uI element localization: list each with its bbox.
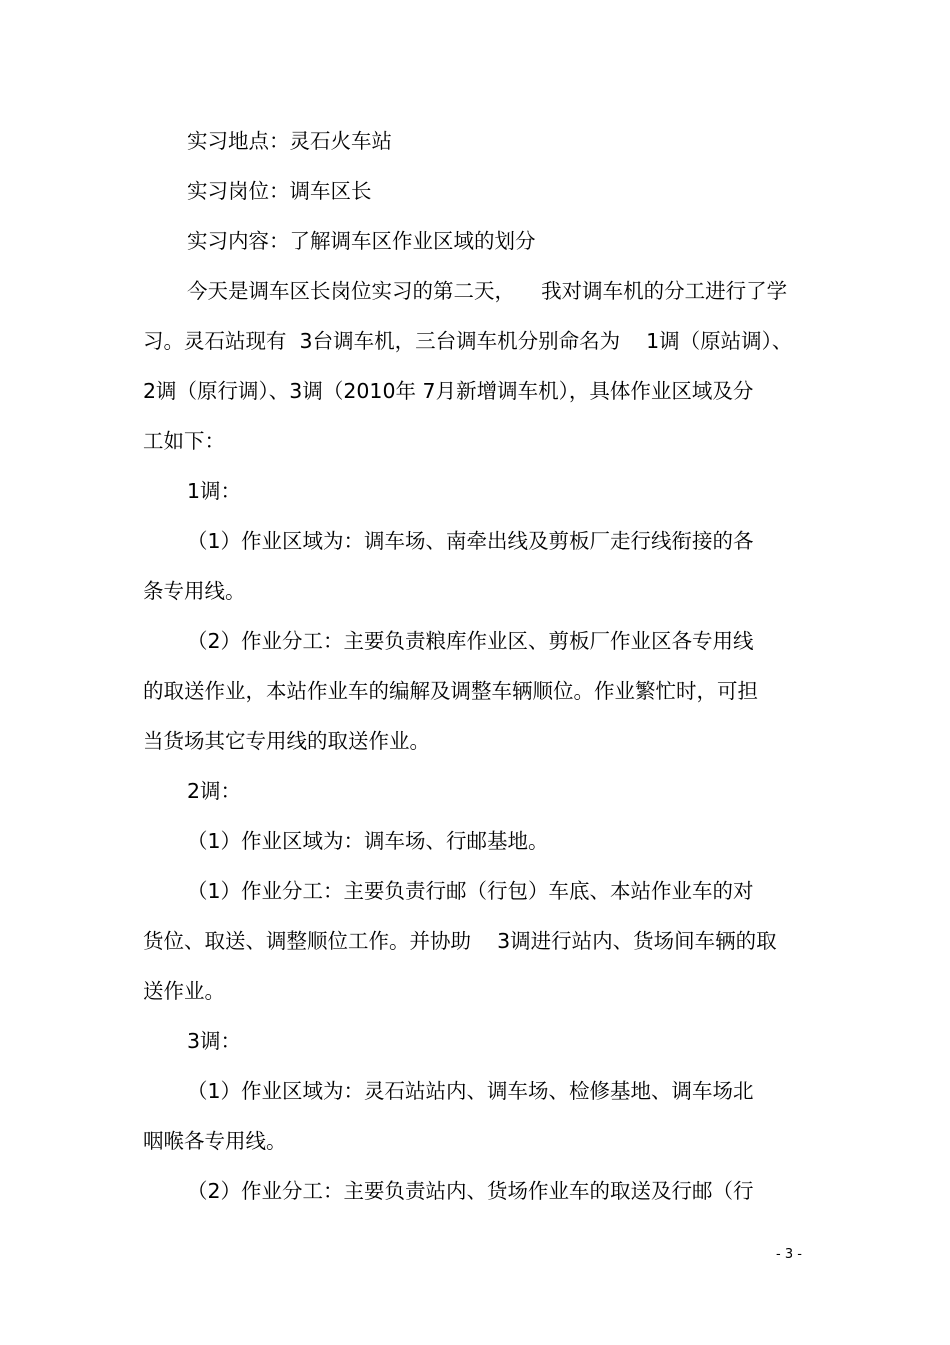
text-line: 货位、取送、调整顺位工作。并协助 3调进行站内、货场间车辆的取 (143, 929, 777, 953)
text-line: 当货场其它专用线的取送作业。 (143, 729, 430, 753)
text-line: 3调： (187, 1029, 242, 1053)
text-line: 实习地点：灵石火车站 (187, 129, 392, 153)
text-line: 今天是调车区长岗位实习的第二天， 我对调车机的分工进行了学 (187, 279, 788, 303)
text-line: 1调： (187, 479, 242, 503)
text-line: 实习岗位：调车区长 (187, 179, 372, 203)
text-line: 咽喉各专用线。 (143, 1129, 287, 1153)
text-line: 条专用线。 (143, 579, 246, 603)
text-line: 2调： (187, 779, 242, 803)
text-line: 习。灵石站现有 3台调车机，三台调车机分别命名为 1调（原站调）、 (143, 329, 793, 353)
text-line: （1）作业区域为：调车场、行邮基地。 (187, 829, 549, 853)
text-line: 2调（原行调）、3调（2010年 7月新增调车机），具体作业区域及分 (143, 379, 754, 403)
text-line: 工如下： (143, 429, 225, 453)
text-line: （1）作业分工：主要负责行邮（行包）车底、本站作业车的对 (187, 879, 754, 903)
text-line: （1）作业区域为：灵石站站内、调车场、检修基地、调车场北 (187, 1079, 754, 1103)
page-number: - 3 - (776, 1247, 802, 1262)
text-line: 送作业。 (143, 979, 225, 1003)
text-line: 的取送作业，本站作业车的编解及调整车辆顺位。作业繁忙时，可担 (143, 679, 758, 703)
text-line: （2）作业分工：主要负责站内、货场作业车的取送及行邮（行 (187, 1179, 754, 1203)
text-line: 实习内容：了解调车区作业区域的划分 (187, 229, 536, 253)
text-line: （2）作业分工：主要负责粮库作业区、剪板厂作业区各专用线 (187, 629, 754, 653)
text-line: （1）作业区域为：调车场、南牵出线及剪板厂走行线衔接的各 (187, 529, 754, 553)
